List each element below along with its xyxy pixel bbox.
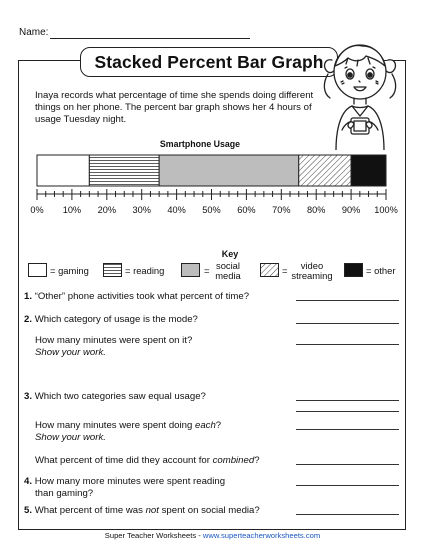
key-swatch-reading [103, 263, 122, 277]
key-label-reading: = reading [125, 265, 165, 276]
bar-segment-reading [89, 155, 159, 186]
question-5 [24, 505, 260, 517]
key-label-video-streaming-line1: video [300, 260, 324, 271]
question-3c [35, 455, 260, 467]
question-3c-pre: What percent of time did they account for [35, 455, 213, 466]
bar-segment-video-streaming [299, 155, 351, 186]
key-equals-video-streaming: = [282, 265, 288, 276]
question-4-text: How many more minutes were spent reading [34, 476, 226, 487]
page-title: Stacked Percent Bar Graph [94, 51, 324, 72]
question-3b-line1-em: each [194, 420, 216, 431]
intro-paragraph: Inaya records what percentage of time she spends doing different things on her phone. The percent bar graph shows her 4 hours of usage Tuesday night. [35, 90, 314, 125]
footer [0, 531, 425, 540]
question-4-line2: than gaming? [35, 488, 94, 499]
x-tick-label: 80% [307, 205, 326, 215]
x-tick-label: 0% [30, 205, 44, 215]
key-label-social-media-line2: media [215, 270, 241, 281]
answer-line-3a[interactable] [296, 400, 399, 401]
question-3b-line2 [35, 432, 221, 444]
x-tick-label: 40% [167, 205, 186, 215]
chart-title: Smartphone Usage [159, 139, 241, 149]
question-3b-line1-post: ? [215, 420, 222, 431]
question-2-text: Which category of usage is the mode? [34, 314, 198, 325]
answer-line-3b[interactable] [296, 411, 399, 412]
x-tick-label: 70% [272, 205, 291, 215]
bar-segment-social-media [159, 155, 299, 186]
name-label: Name: [19, 27, 49, 38]
question-1 [24, 291, 249, 303]
answer-line-5[interactable] [296, 514, 399, 515]
answer-line-2b[interactable] [296, 344, 399, 345]
key-swatch-other [344, 263, 363, 277]
footer-link[interactable]: www.superteacherworksheets.com [202, 531, 321, 540]
answer-line-3c[interactable] [296, 429, 399, 430]
question-3b-show-work: Show your work. [35, 432, 106, 443]
x-tick-label: 90% [341, 205, 361, 215]
question-3-number: 3. [24, 391, 33, 402]
question-1-number: 1. [24, 291, 33, 302]
x-tick-label: 10% [62, 205, 82, 215]
key-label-video-streaming-line2: streaming [291, 270, 333, 281]
question-4-line1 [24, 476, 225, 488]
question-3b-minutes [35, 420, 221, 444]
question-3b [35, 396, 38, 408]
footer-prefix: Super Teacher Worksheets - [104, 531, 203, 540]
question-3b-line1-pre: How many minutes were spent doing [35, 420, 195, 431]
key-title: Key [221, 249, 239, 259]
answer-line-4[interactable] [296, 485, 399, 486]
question-5-post: spent on social media? [158, 505, 260, 516]
question-3c-post: ? [254, 455, 260, 466]
key-label-other: = other [366, 265, 396, 276]
question-2b-line2 [35, 347, 192, 359]
x-tick-label: 20% [97, 205, 116, 215]
key-equals-social-media: = [204, 265, 210, 276]
question-5-number: 5. [24, 505, 33, 516]
question-2b-line1: How many minutes were spent on it? [35, 335, 193, 346]
key-label-video-streaming [289, 261, 335, 281]
question-4 [24, 476, 225, 500]
key-swatch-gaming [28, 263, 47, 277]
bar-segment-gaming [37, 155, 89, 186]
question-2b [35, 335, 192, 359]
question-3b-line1 [35, 420, 221, 432]
question-5-pre: What percent of time was [34, 505, 146, 516]
key-label-gaming: = gaming [50, 265, 89, 276]
x-tick-label: 30% [132, 205, 151, 215]
question-5-em: not [145, 505, 159, 516]
x-tick-label: 50% [202, 205, 221, 215]
answer-line-3d[interactable] [296, 464, 399, 465]
question-2b-show-work: Show your work. [35, 347, 106, 358]
x-tick-label: 60% [237, 205, 256, 215]
question-3c-em: combined [212, 455, 255, 466]
key-swatch-social-media [181, 263, 200, 277]
question-1-text: “Other” phone activities took what percent of time? [34, 291, 250, 302]
key-swatch-video-streaming [260, 263, 279, 277]
question-3 [24, 391, 206, 403]
answer-line-2a[interactable] [296, 323, 399, 324]
question-3-text: Which two categories saw equal usage? [34, 391, 206, 402]
answer-line-1[interactable] [296, 300, 399, 301]
question-2-number: 2. [24, 314, 33, 325]
question-4-number: 4. [24, 476, 33, 487]
x-tick-label: 100% [374, 205, 398, 215]
key-label-social-media-line1: social [216, 260, 240, 271]
bar-segment-other [351, 155, 386, 186]
question-2 [24, 314, 198, 326]
key-label-social-media [213, 261, 243, 281]
stacked-percent-bar-chart [0, 0, 425, 250]
